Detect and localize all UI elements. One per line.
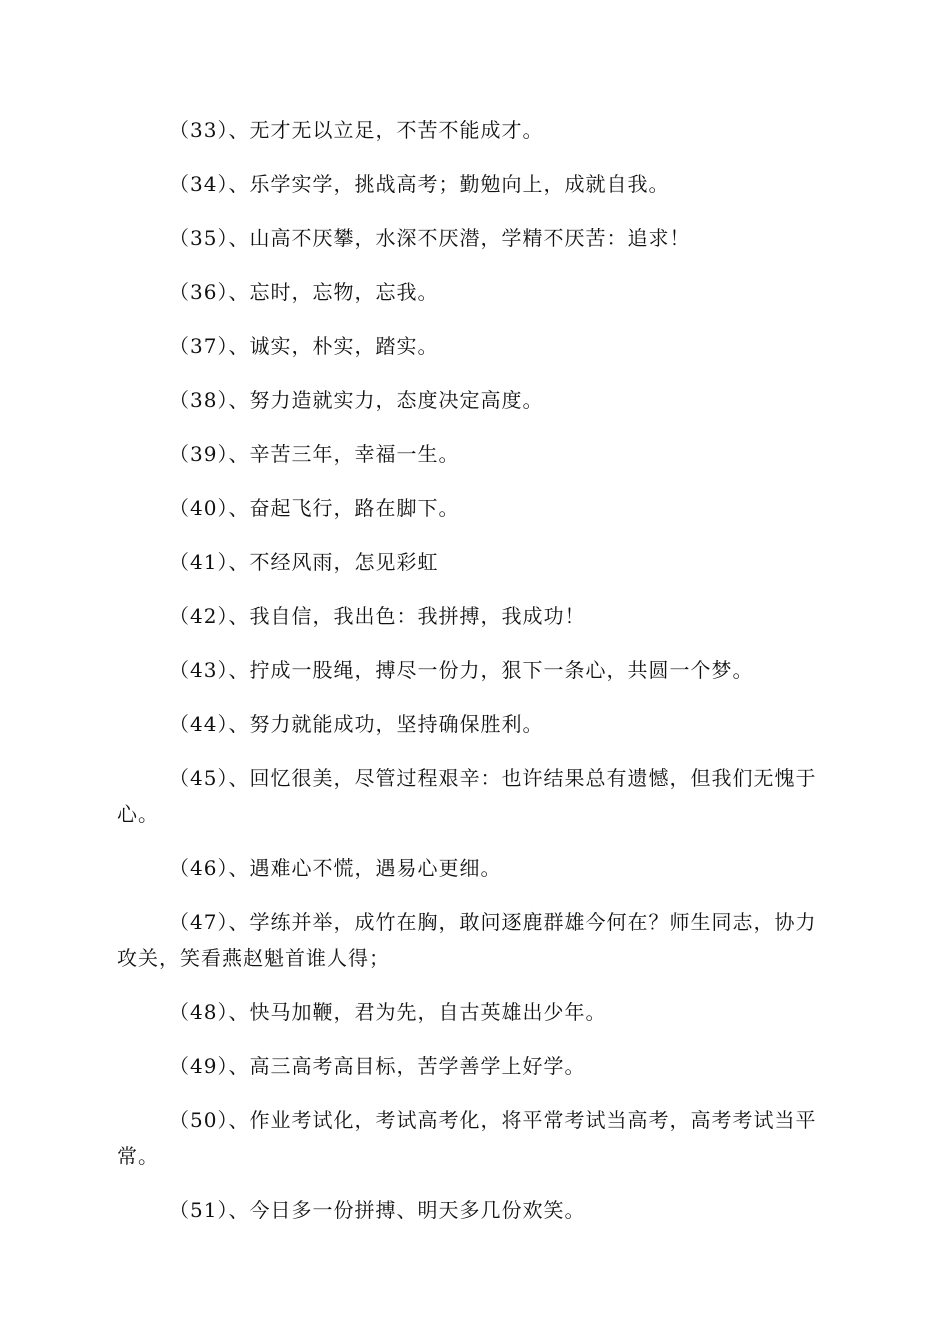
slogan-35: （35）、山高不厌攀，水深不厌潜，学精不厌苦：追求！	[169, 226, 691, 250]
slogan-46: （46）、遇难心不慌，遇易心更细。	[169, 856, 502, 880]
document-body	[117, 112, 833, 1246]
slogan-40: （40）、奋起飞行，路在脚下。	[169, 496, 460, 520]
slogan-49: （49）、高三高考高目标，苦学善学上好学。	[169, 1054, 586, 1078]
slogan-33: （33）、无才无以立足，不苦不能成才。	[169, 118, 544, 142]
slogan-51: （51）、今日多一份拼搏、明天多几份欢笑。	[169, 1198, 586, 1222]
slogan-36: （36）、忘时，忘物，忘我。	[169, 280, 439, 304]
slogan-38: （38）、努力造就实力，态度决定高度。	[169, 388, 544, 412]
slogan-41: （41）、不经风雨，怎见彩虹	[169, 550, 439, 574]
slogan-34: （34）、乐学实学，挑战高考；勤勉向上，成就自我。	[169, 172, 670, 196]
slogan-39: （39）、辛苦三年，幸福一生。	[169, 442, 460, 466]
slogan-48: （48）、快马加鞭，君为先，自古英雄出少年。	[169, 1000, 607, 1024]
slogan-47: （47）、学练并举，成竹在胸，敢问逐鹿群雄今何在？师生同志，协力攻关，笑看燕赵魁首谁人得；	[117, 910, 817, 970]
slogan-43: （43）、拧成一股绳，搏尽一份力，狠下一条心，共圆一个梦。	[169, 658, 754, 682]
slogan-44: （44）、努力就能成功，坚持确保胜利。	[169, 712, 544, 736]
slogan-37: （37）、诚实，朴实，踏实。	[169, 334, 439, 358]
slogan-50: （50）、作业考试化，考试高考化，将平常考试当高考，高考考试当平常。	[117, 1108, 817, 1168]
slogan-42: （42）、我自信，我出色：我拼搏，我成功！	[169, 604, 586, 628]
slogan-45: （45）、回忆很美，尽管过程艰辛：也许结果总有遗憾，但我们无愧于心。	[117, 766, 817, 826]
